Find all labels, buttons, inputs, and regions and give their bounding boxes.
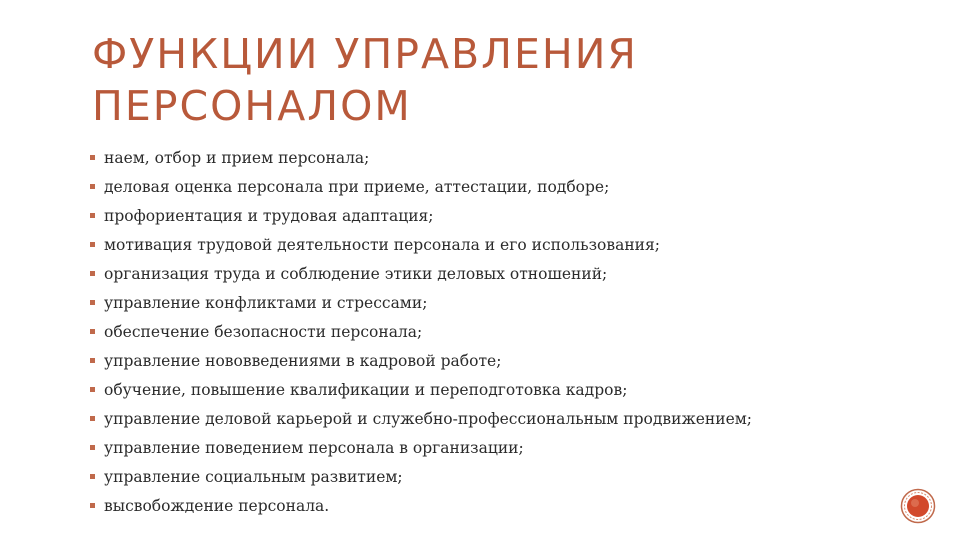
bullet-text: профориентация и трудовая адаптация; bbox=[104, 206, 434, 225]
bullet-item bbox=[90, 404, 910, 433]
bullet-item bbox=[90, 317, 910, 346]
bullet-marker-icon bbox=[90, 416, 95, 421]
bullet-text: высвобождение персонала. bbox=[104, 496, 330, 515]
bullet-text: обучение, повышение квалификации и переподготовка кадров; bbox=[104, 380, 628, 399]
bullet-item bbox=[90, 288, 910, 317]
bullet-marker-icon bbox=[90, 387, 95, 392]
bullet-marker-icon bbox=[90, 242, 95, 247]
bullet-marker-icon bbox=[90, 474, 95, 479]
bullet-item bbox=[90, 259, 910, 288]
bullet-item bbox=[90, 433, 910, 462]
bullet-marker-icon bbox=[90, 155, 95, 160]
bullet-item bbox=[90, 375, 910, 404]
bullet-text: управление конфликтами и стрессами; bbox=[104, 293, 428, 312]
slide-title bbox=[92, 28, 852, 132]
bullet-marker-icon bbox=[90, 271, 95, 276]
slide-title-line-1: ФУНКЦИИ УПРАВЛЕНИЯ bbox=[92, 30, 638, 78]
bullet-text: наем, отбор и прием персонала; bbox=[104, 148, 370, 167]
circular-badge-icon bbox=[900, 488, 936, 524]
bullet-item bbox=[90, 491, 910, 520]
bullet-item bbox=[90, 230, 910, 259]
bullet-text: управление социальным развитием; bbox=[104, 467, 403, 486]
bullet-marker-icon bbox=[90, 300, 95, 305]
bullet-marker-icon bbox=[90, 329, 95, 334]
bullet-marker-icon bbox=[90, 213, 95, 218]
bullet-text: управление нововведениями в кадровой работе; bbox=[104, 351, 502, 370]
bullet-text: мотивация трудовой деятельности персонала и его использования; bbox=[104, 235, 660, 254]
bullet-marker-icon bbox=[90, 358, 95, 363]
bullet-text: обеспечение безопасности персонала; bbox=[104, 322, 423, 341]
bullet-item bbox=[90, 462, 910, 491]
bullet-marker-icon bbox=[90, 445, 95, 450]
bullet-item bbox=[90, 172, 910, 201]
bullet-item bbox=[90, 346, 910, 375]
bullet-item bbox=[90, 201, 910, 230]
bullet-text: деловая оценка персонала при приеме, аттестации, подборе; bbox=[104, 177, 610, 196]
bullet-marker-icon bbox=[90, 503, 95, 508]
bullet-marker-icon bbox=[90, 184, 95, 189]
bullet-text: управление деловой карьерой и служебно-профессиональным продвижением; bbox=[104, 409, 753, 428]
slide-title-line-2: ПЕРСОНАЛОМ bbox=[92, 82, 412, 130]
bullet-text: организация труда и соблюдение этики деловых отношений; bbox=[104, 264, 608, 283]
bullet-list bbox=[90, 143, 910, 520]
bullet-item bbox=[90, 143, 910, 172]
bullet-text: управление поведением персонала в организации; bbox=[104, 438, 524, 457]
